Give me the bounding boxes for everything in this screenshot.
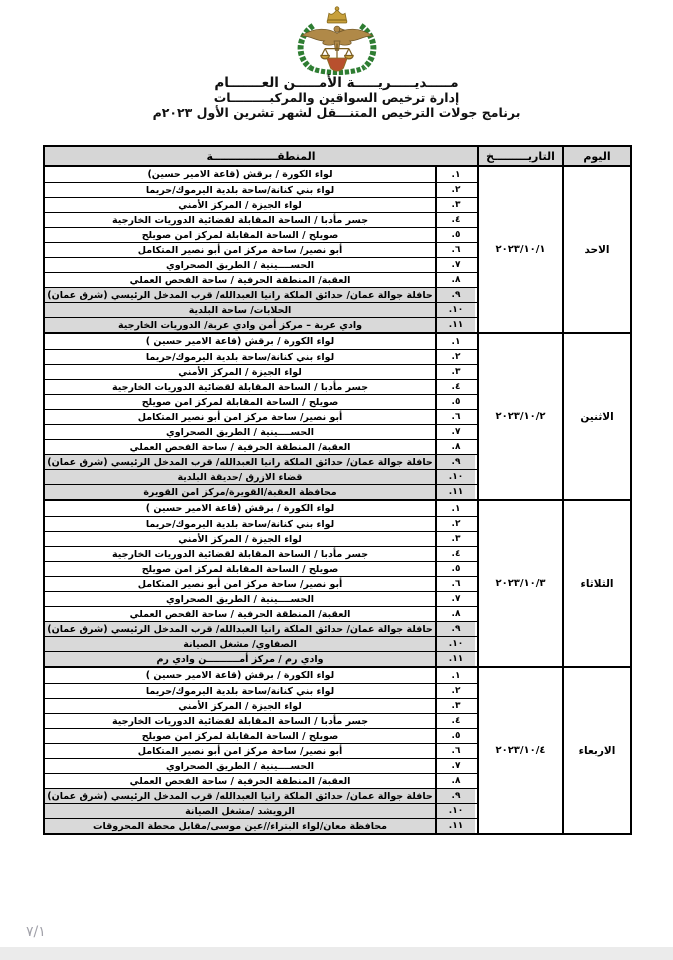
row-number: ٥. — [435, 395, 475, 409]
table-row — [45, 469, 477, 484]
org-title-line1: مـــــديـــــريـــــة الأمـــــن العـــــــام — [214, 75, 459, 91]
region-rows — [45, 334, 477, 499]
row-number: ٧. — [435, 759, 475, 773]
row-number: ٦. — [435, 577, 475, 591]
table-header-row — [45, 147, 630, 165]
scan-edge-strip — [0, 947, 673, 960]
region-rows — [45, 668, 477, 833]
row-number: ٥. — [435, 228, 475, 242]
region-cell: لواء الجيزة / المركز الأمني — [45, 699, 435, 713]
row-number: ٢. — [435, 517, 475, 531]
row-number: ٨. — [435, 607, 475, 621]
column-header-date: التاريـــــــــخ — [477, 147, 562, 165]
date-cell: ٢٠٢٣/١٠/٢ — [477, 334, 562, 499]
table-row — [45, 818, 477, 833]
row-number: ٥. — [435, 729, 475, 743]
row-number: ٨. — [435, 273, 475, 287]
day-section-wednesday — [45, 666, 630, 833]
table-row — [45, 788, 477, 803]
table-row — [45, 409, 477, 424]
table-row — [45, 424, 477, 439]
region-cell: لواء الجيزة / المركز الأمني — [45, 198, 435, 212]
region-cell: أبو نصير/ ساحة مركز امن أبو نصير المتكامل — [45, 410, 435, 424]
row-number: ٦. — [435, 744, 475, 758]
region-cell: لواء بني كنانة/ساحة بلدية اليرموك/حريما — [45, 517, 435, 531]
row-number: ١. — [435, 501, 475, 516]
region-cell: الحســــينية / الطريق الصحراوي — [45, 592, 435, 606]
row-number: ٣. — [435, 365, 475, 379]
row-number: ٩. — [435, 789, 475, 803]
table-row — [45, 683, 477, 698]
region-cell: أبو نصير/ ساحة مركز امن أبو نصير المتكامل — [45, 243, 435, 257]
table-row — [45, 317, 477, 332]
row-number: ٨. — [435, 440, 475, 454]
table-row — [45, 212, 477, 227]
region-cell: لواء الجيزة / المركز الأمني — [45, 532, 435, 546]
region-cell: لواء الجيزة / المركز الأمني — [45, 365, 435, 379]
table-row — [45, 287, 477, 302]
row-number: ٢. — [435, 684, 475, 698]
region-cell: الرويشد /مشغل الصيانة — [45, 804, 435, 818]
row-number: ٣. — [435, 532, 475, 546]
region-cell: الحســــينية / الطريق الصحراوي — [45, 258, 435, 272]
row-number: ٣. — [435, 699, 475, 713]
row-number: ٧. — [435, 258, 475, 272]
table-row — [45, 531, 477, 546]
region-cell: صويلح / الساحة المقابلة لمركز امن صويلح — [45, 395, 435, 409]
region-cell: محافظة العقبة/القويرة/مركز امن القويرة — [45, 485, 435, 499]
table-row — [45, 379, 477, 394]
region-cell: لواء بني كنانة/ساحة بلدية اليرموك/حريما — [45, 183, 435, 197]
region-cell: وادي رم / مركز أمــــــــــن وادي رم — [45, 652, 435, 666]
row-number: ١٠. — [435, 303, 475, 317]
region-cell: لواء الكورة / برقش (قاعة الامير حسين) — [45, 167, 435, 182]
region-rows — [45, 167, 477, 332]
table-row — [45, 576, 477, 591]
table-row — [45, 591, 477, 606]
row-number: ٤. — [435, 380, 475, 394]
region-cell: لواء بني كنانة/ساحة بلدية اليرموك/حريما — [45, 684, 435, 698]
region-cell: لواء بني كنانة/ساحة بلدية اليرموك/حريما — [45, 350, 435, 364]
row-number: ٥. — [435, 562, 475, 576]
region-cell: الحســــينية / الطريق الصحراوي — [45, 759, 435, 773]
table-row — [45, 561, 477, 576]
row-number: ١٠. — [435, 470, 475, 484]
table-row — [45, 302, 477, 317]
column-header-region: المنطقـــــــــــــــــة — [206, 149, 316, 163]
region-cell: حافلة جوالة عمان/ حدائق الملكة رانيا العبدالله/ قرب المدخل الرئيسي (شرق عمان) — [45, 789, 435, 803]
date-cell: ٢٠٢٣/١٠/٤ — [477, 668, 562, 833]
region-cell: جسر مأدبا / الساحة المقابلة لقضائية الدوريات الخارجية — [45, 380, 435, 394]
day-section-sunday — [45, 165, 630, 332]
region-cell: العقبة/ المنطقة الحرفية / ساحة الفحص العملي — [45, 607, 435, 621]
region-cell: لواء الكورة / برقش (قاعة الامير حسين ) — [45, 668, 435, 683]
table-row — [45, 516, 477, 531]
page-indicator: ٧/١ — [26, 924, 46, 940]
table-row — [45, 636, 477, 651]
row-number: ٣. — [435, 198, 475, 212]
row-number: ٧. — [435, 592, 475, 606]
row-number: ٦. — [435, 243, 475, 257]
day-cell: الثلاثاء — [562, 501, 630, 666]
table-row — [45, 349, 477, 364]
row-number: ٦. — [435, 410, 475, 424]
region-cell: العقبة/ المنطقة الحرفية / ساحة الفحص العملي — [45, 440, 435, 454]
table-row — [45, 728, 477, 743]
table-row — [45, 439, 477, 454]
table-row — [45, 334, 477, 349]
row-number: ٨. — [435, 774, 475, 788]
region-cell: العقبة/ المنطقة الحرفية / ساحة الفحص العملي — [45, 273, 435, 287]
row-number: ١١. — [435, 485, 475, 499]
row-number: ١٠. — [435, 804, 475, 818]
day-cell: الاثنين — [562, 334, 630, 499]
region-cell: الحلابات/ ساحة البلدية — [45, 303, 435, 317]
row-number: ٤. — [435, 547, 475, 561]
region-cell: محافظة معان/لواء البتراء//عين موسى/مقابل محطة المحروقات — [45, 819, 435, 833]
crown-icon — [327, 7, 347, 23]
table-row — [45, 743, 477, 758]
date-cell: ٢٠٢٣/١٠/١ — [477, 167, 562, 332]
row-number: ١. — [435, 334, 475, 349]
day-section-monday — [45, 332, 630, 499]
table-row — [45, 651, 477, 666]
region-cell: حافلة جوالة عمان/ حدائق الملكة رانيا العبدالله/ قرب المدخل الرئيسي (شرق عمان) — [45, 288, 435, 302]
row-number: ٩. — [435, 622, 475, 636]
date-cell: ٢٠٢٣/١٠/٣ — [477, 501, 562, 666]
region-cell: صويلح / الساحة المقابلة لمركز امن صويلح — [45, 729, 435, 743]
region-cell: جسر مأدبا / الساحة المقابلة لقضائية الدوريات الخارجية — [45, 213, 435, 227]
region-cell: أبو نصير/ ساحة مركز امن أبو نصير المتكامل — [45, 744, 435, 758]
table-row — [45, 257, 477, 272]
region-cell: جسر مأدبا / الساحة المقابلة لقضائية الدوريات الخارجية — [45, 547, 435, 561]
row-number: ١١. — [435, 652, 475, 666]
table-row — [45, 501, 477, 516]
org-title-line2: إدارة ترخيص السواقين والمركبـــــــــات — [213, 90, 460, 105]
table-row — [45, 713, 477, 728]
row-number: ٩. — [435, 288, 475, 302]
day-cell: الاحد — [562, 167, 630, 332]
table-row — [45, 272, 477, 287]
table-row — [45, 621, 477, 636]
table-row — [45, 197, 477, 212]
row-number: ٢. — [435, 183, 475, 197]
region-cell: جسر مأدبا / الساحة المقابلة لقضائية الدوريات الخارجية — [45, 714, 435, 728]
table-row — [45, 546, 477, 561]
region-cell: الصفاوي/ مشغل الصيانة — [45, 637, 435, 651]
table-row — [45, 773, 477, 788]
table-row — [45, 803, 477, 818]
region-cell: صويلح / الساحة المقابلة لمركز امن صويلح — [45, 562, 435, 576]
row-number: ١١. — [435, 819, 475, 833]
row-number: ٤. — [435, 714, 475, 728]
table-row — [45, 758, 477, 773]
shield-base-icon — [327, 58, 347, 71]
region-cell: لواء الكورة / برقش (قاعة الامير حسين ) — [45, 501, 435, 516]
table-row — [45, 606, 477, 621]
table-row — [45, 182, 477, 197]
region-cell: حافلة جوالة عمان/ حدائق الملكة رانيا العبدالله/ قرب المدخل الرئيسي (شرق عمان) — [45, 622, 435, 636]
column-header-day: اليوم — [562, 147, 630, 165]
region-cell: وادي عربة – مركز أمن وادي عربة/ الدوريات الخارجية — [45, 318, 435, 332]
row-number: ١. — [435, 167, 475, 182]
program-title: برنامج جولات الترخيص المتنـــقل لشهر تشرين الأول ٢٠٢٣م — [152, 105, 521, 120]
table-row — [45, 698, 477, 713]
row-number: ١١. — [435, 318, 475, 332]
row-number: ٧. — [435, 425, 475, 439]
region-cell: صويلح / الساحة المقابلة لمركز امن صويلح — [45, 228, 435, 242]
row-number: ٤. — [435, 213, 475, 227]
region-cell: أبو نصير/ ساحة مركز امن أبو نصير المتكامل — [45, 577, 435, 591]
table-row — [45, 364, 477, 379]
region-cell: الحســــينية / الطريق الصحراوي — [45, 425, 435, 439]
row-number: ١. — [435, 668, 475, 683]
table-row — [45, 394, 477, 409]
region-cell: قضاء الازرق /حديقة البلدية — [45, 470, 435, 484]
table-row — [45, 668, 477, 683]
schedule-table — [43, 145, 632, 835]
table-row — [45, 227, 477, 242]
row-number: ٩. — [435, 455, 475, 469]
region-cell: لواء الكورة / برقش (قاعة الامير حسين ) — [45, 334, 435, 349]
region-rows — [45, 501, 477, 666]
table-row — [45, 454, 477, 469]
day-cell: الاربعاء — [562, 668, 630, 833]
day-section-tuesday — [45, 499, 630, 666]
public-security-directorate-emblem-icon — [286, 5, 388, 77]
row-number: ١٠. — [435, 637, 475, 651]
region-cell: العقبة/ المنطقة الحرفية / ساحة الفحص العملي — [45, 774, 435, 788]
row-number: ٢. — [435, 350, 475, 364]
region-cell: حافلة جوالة عمان/ حدائق الملكة رانيا العبدالله/ قرب المدخل الرئيسي (شرق عمان) — [45, 455, 435, 469]
table-row — [45, 242, 477, 257]
table-row — [45, 484, 477, 499]
table-row — [45, 167, 477, 182]
